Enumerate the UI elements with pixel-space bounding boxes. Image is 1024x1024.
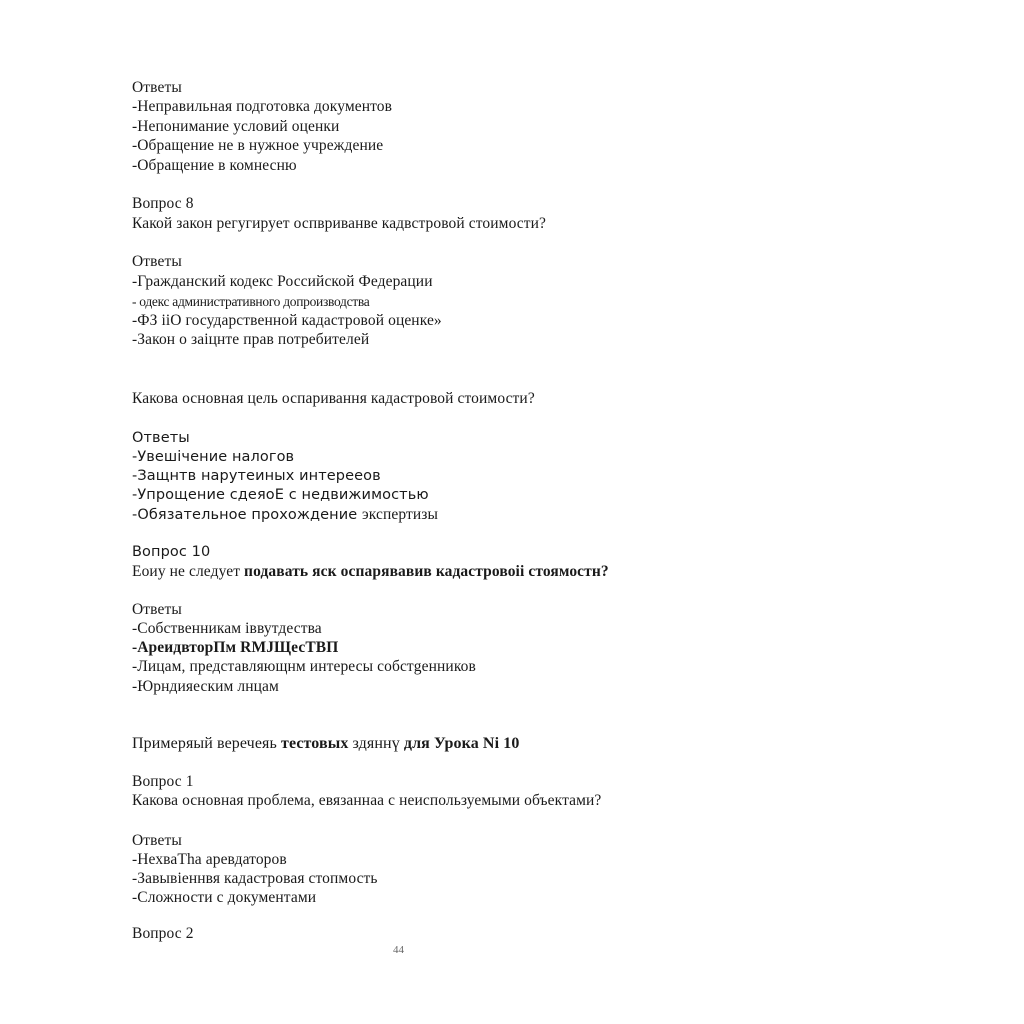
answer-option: -Обращение не в нужное учреждение xyxy=(132,137,384,154)
answers-heading: Ответы xyxy=(132,430,190,446)
answer-option: -Увешічение налогов xyxy=(132,449,295,465)
answer-option: -ФЗ iiО государственной кадастровой оценке» xyxy=(132,312,442,329)
question-heading: Вопрос 10 xyxy=(132,544,211,560)
question-text: Какова основная цель оспаривання кадастровой стоимости? xyxy=(132,390,535,407)
answer-option: -Защнтв нарутеиных интерееов xyxy=(132,468,381,484)
answer-option: -Закон о заіцнте прав потребителей xyxy=(132,331,370,348)
answer-option: -Юрндияеским лнцам xyxy=(132,678,279,695)
answers-heading: Ответы xyxy=(132,253,182,270)
answers-heading: Ответы xyxy=(132,79,182,96)
question-heading: Вопрос 8 xyxy=(132,195,194,212)
answer-option: -Лицам, представляющнм интересы собстgенников xyxy=(132,658,476,675)
section-title-part: здяннү xyxy=(352,735,404,752)
answer-option: -АреидвторПм RMJЩесТВП xyxy=(132,639,339,656)
question-heading: Вопрос 2 xyxy=(132,925,194,942)
question-text-part: Еоиу не следует xyxy=(132,563,245,580)
page-number: 44 xyxy=(393,944,404,956)
answer-text: -Обязательное прохождение xyxy=(132,507,363,523)
question-heading: Вопрос 1 xyxy=(132,773,194,790)
section-title-part: веречеяь xyxy=(217,735,281,752)
answer-option: -Обращение в комнесню xyxy=(132,157,297,174)
answer-option: -Завывіеннвя кадастровая стопмость xyxy=(132,870,378,887)
section-title-part: Примеряый xyxy=(132,735,218,752)
answer-option: -Непонимание условий оценки xyxy=(132,118,340,135)
question-text: Какой закон регугирует оспвриванве кадвстровой стоимости? xyxy=(132,215,547,232)
answer-option: -Собственникам іввутдества xyxy=(132,620,322,637)
answer-option: -Упрощение сдеяоЕ с недвижимостью xyxy=(132,487,429,503)
answer-option: -Гражданский кодекс Российской Федерации xyxy=(132,273,433,290)
answer-text: экспертизы xyxy=(362,506,439,523)
answer-option xyxy=(132,506,438,524)
answer-option: -НехваТha аревдаторов xyxy=(132,851,287,868)
question-text: Какова основная проблема, евязаннаа с неиспользуемыми объектами? xyxy=(132,792,602,809)
section-title xyxy=(132,735,519,753)
question-text xyxy=(132,563,609,581)
answer-option: - одекс административного допроизводства xyxy=(132,294,370,309)
answer-option: -Сложности с документами xyxy=(132,889,317,906)
answers-heading: Ответы xyxy=(132,832,182,849)
answers-heading: Ответы xyxy=(132,601,182,618)
question-text-part: подавать яск оспарявавив кадастровоіі стоямостн? xyxy=(244,563,609,580)
section-title-part: для Урока Ni 10 xyxy=(403,735,520,752)
section-title-part: тестовых xyxy=(281,735,353,752)
answer-option: -Неправильная подготовка документов xyxy=(132,98,393,115)
